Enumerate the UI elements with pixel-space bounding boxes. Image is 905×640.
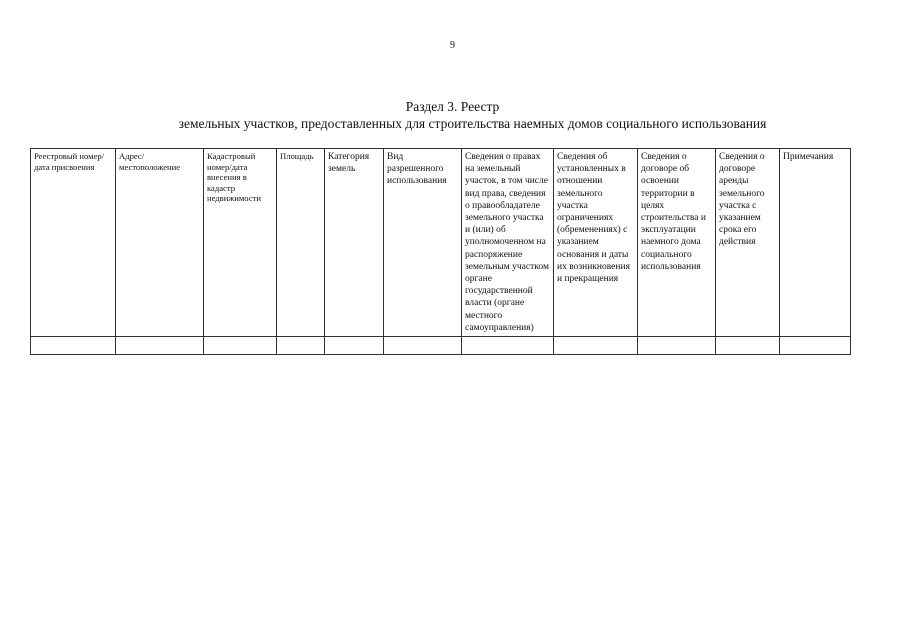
- table-cell: [780, 337, 851, 355]
- header-address: Адрес/ местоположение: [116, 149, 204, 337]
- header-permitted-use: Вид разрешенного использования: [384, 149, 462, 337]
- section-title-line2: земельных участков, предоставленных для строительства наемных домов социального использования: [178, 116, 767, 131]
- table-cell: [277, 337, 325, 355]
- header-area: Площадь: [277, 149, 325, 337]
- header-lease-agreement: Сведения о договоре аренды земельного участка с указанием срока его действия: [716, 149, 780, 337]
- header-cadastral-number: Кадастровый номер/дата внесения в кадастр недвижимости: [204, 149, 277, 337]
- header-notes: Примечания: [780, 149, 851, 337]
- table-cell: [384, 337, 462, 355]
- table-cell: [638, 337, 716, 355]
- page-number: 9: [450, 40, 455, 51]
- table-cell: [462, 337, 554, 355]
- table-cell: [116, 337, 204, 355]
- table-header-row: [31, 149, 851, 337]
- table-cell: [204, 337, 277, 355]
- table-cell: [325, 337, 384, 355]
- section-title-line1: Раздел 3. Реестр: [405, 99, 500, 114]
- section-title: [0, 98, 905, 132]
- header-land-category: Категория земель: [325, 149, 384, 337]
- registry-table: [30, 148, 851, 355]
- table-row: [31, 337, 851, 355]
- table-cell: [554, 337, 638, 355]
- table-cell: [716, 337, 780, 355]
- table-cell: [31, 337, 116, 355]
- header-development-agreement: Сведения о договоре об освоении территории в целях строительства и эксплуатации наемного дома социального использования: [638, 149, 716, 337]
- header-registry-number: Реестровый номер/дата присвоения: [31, 149, 116, 337]
- header-encumbrances: Сведения об установленных в отношении земельного участка ограничениях (обременениях) с указанием основания и даты их возникновения и прекращения: [554, 149, 638, 337]
- header-rights-info: Сведения о правах на земельный участок, в том числе вид права, сведения о правообладателе земельного участка и (или) об уполномоченном на распоряжение земельным участком органе государственной власти (органе местного самоуправления): [462, 149, 554, 337]
